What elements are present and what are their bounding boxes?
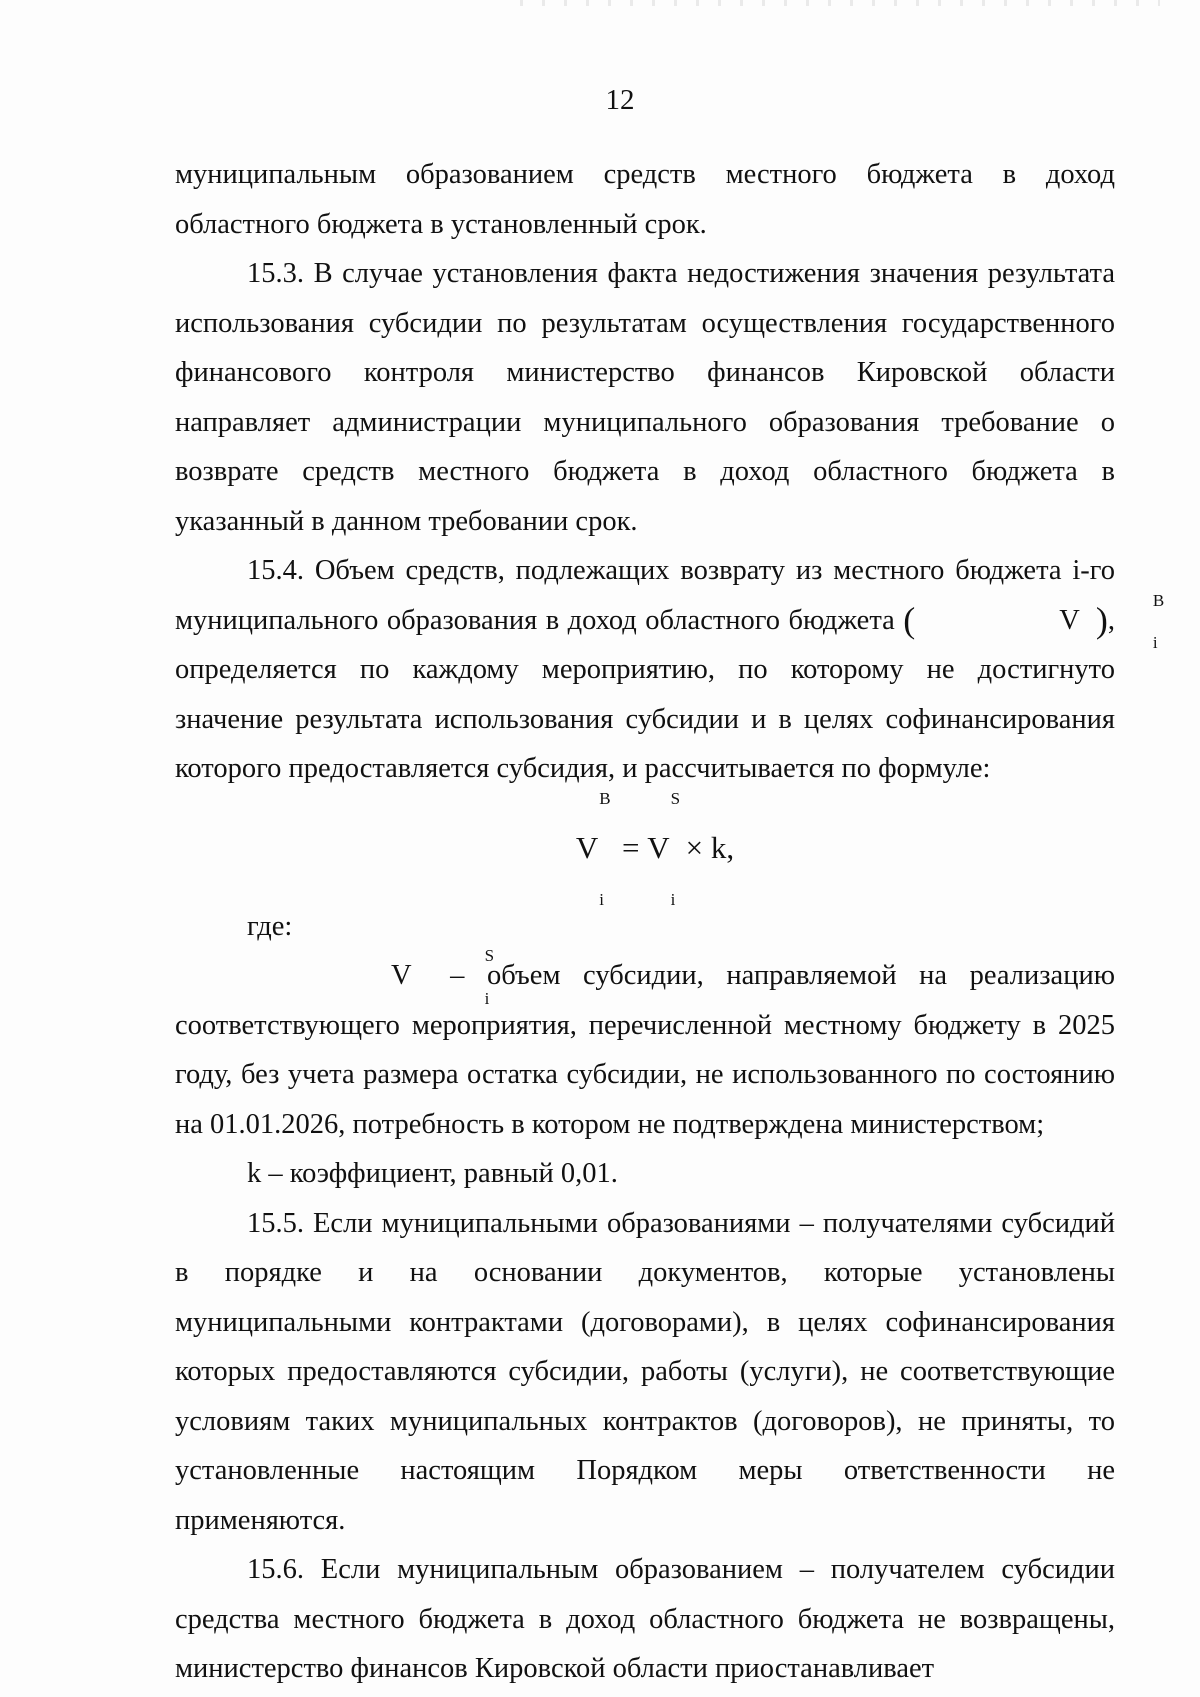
paragraph-15-4 [175,546,1165,794]
document-body [175,150,1165,1694]
times-sign: × [685,829,704,865]
where-label: где: [247,910,293,942]
inline-formula-vib [903,590,1165,652]
superscript-s: S [484,946,495,965]
subscript-i: i [1152,633,1158,652]
symbol-v: V [647,829,670,865]
close-paren: ) [1095,599,1108,640]
definition-k: k – коэффициент, равный 0,01. [247,1158,618,1189]
symbol-k: k, [703,829,735,865]
superscript-s: S [670,788,681,808]
page-number: 12 [605,84,635,116]
scan-artifact [520,0,1160,6]
superscript-b: B [599,788,611,808]
symbol-v: V [575,829,599,865]
symbol-v: V [391,960,412,991]
paragraph-text: , определяется по каждому мероприятию, по которому не достигнуто значение результата использования субсидии и в целях софинансирования которого предоставляется субсидия, и рассчитывается по формуле: [175,604,1116,784]
superscript-b: B [1152,590,1165,610]
paragraph: муниципальным образованием средств местного бюджета в доход областного бюджета в установленный срок. [175,159,1115,240]
paragraph-15-3: 15.3. В случае установления факта недостижения значения результата использования субсидии по результатам осуществления государственного финансового контроля министерство финансов Кировской области направляет администрации муниципального образования требование о возврате средств местного бюджета в доход областного бюджета в указанный в данном требовании срок. [175,258,1115,537]
subscript-i: i [670,889,676,909]
paragraph-15-5: 15.5. Если муниципальными образованиями – получателями субсидий в порядке и на основании документов, которые установлены муниципальными контрактами (договорами), в целях софинансирования которых предоставляются субсидии, работы (услуги), не соответствующие условиям таких муниципальных контрактов (договоров), не приняты, то установленные настоящим Порядком меры ответственности не применяются. [175,1207,1115,1536]
symbol-v: V [1059,604,1080,636]
formula [175,788,1115,909]
open-paren: ( [903,599,916,640]
paragraph-text: – объем субсидии, направляемой на реализацию соответствующего мероприятия, перечисленной местному бюджету в 2025 году, без учета размера остатка субсидии, не использованного по состоянию на 01.01.2026, потребность в котором не подтверждена министерством; [175,960,1115,1140]
paragraph-text: 15.4. Объем средств, подлежащих возврату из местного бюджета i-го муниципального образования в доход областного бюджета [175,555,1115,636]
equals-sign: = [614,829,648,865]
subscript-i: i [599,889,604,909]
paragraph-15-6: 15.6. Если муниципальным образованием – получателем субсидии средства местного бюджета в доход областного бюджета не возвращены, министерство финансов Кировской области приостанавливает [175,1554,1115,1684]
definition-vis [175,946,1115,1149]
subscript-i: i [484,988,490,1008]
